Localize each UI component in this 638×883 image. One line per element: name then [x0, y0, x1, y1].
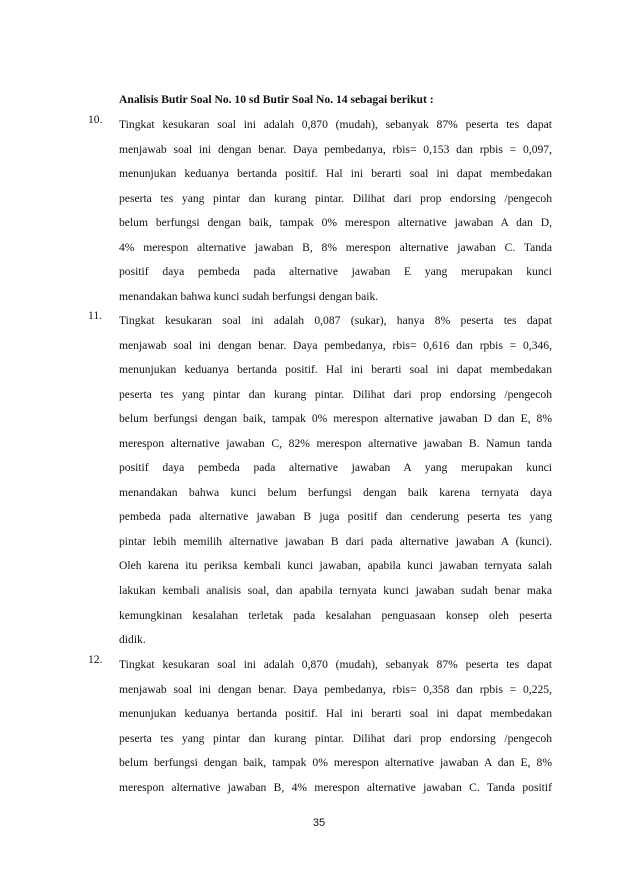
paragraph-line: belum berfungsi dengan baik, tampak 0% merespon alternative jawaban D dan E, 8%	[119, 412, 552, 426]
paragraph-line: positif daya pembeda pada alternative jawaban E yang merupakan kunci	[119, 265, 552, 279]
paragraph-line: kemungkinan kesalahan terletak pada kesalahan penguasaan konsep oleh peserta	[119, 608, 552, 622]
paragraph-line: menunjukan keduanya bertanda positif. Hal ini berarti soal ini dapat membedakan	[119, 363, 552, 377]
paragraph-line: Tingkat kesukaran soal ini adalah 0,870 (mudah), sebanyak 87% peserta tes dapat	[119, 118, 552, 131]
paragraph-line: belum berfungsi dengan baik, tampak 0% merespon alternative jawaban A dan D,	[119, 216, 552, 230]
page-number: 35	[312, 817, 326, 829]
paragraph-line: peserta tes yang pintar dan kurang pintar. Dilihat dari prop endorsing /pengecoh	[119, 387, 552, 401]
paragraph-line: menunjukan keduanya bertanda positif. Hal ini berarti soal ini dapat membedakan	[119, 167, 552, 181]
paragraph-line: Tingkat kesukaran soal ini adalah 0,087 (sukar), hanya 8% peserta tes dapat	[119, 314, 552, 327]
item-number: 12.	[88, 653, 103, 666]
item-number: 11.	[88, 309, 103, 322]
paragraph-line: pintar lebih memilih alternative jawaban B dari pada alternative jawaban A (kunci).	[119, 534, 552, 548]
paragraph-line: belum berfungsi dengan baik, tampak 0% merespon alternative jawaban A dan E, 8%	[119, 756, 552, 770]
section-heading: Analisis Butir Soal No. 10 sd Butir Soal No. 14 sebagai berikut :	[119, 93, 434, 106]
paragraph-line: Oleh karena itu periksa kembali kunci jawaban, apabila kunci jawaban ternyata salah	[119, 559, 552, 573]
paragraph-line: Tingkat kesukaran soal ini adalah 0,870 (mudah), sebanyak 87% peserta tes dapat	[119, 658, 552, 671]
item-paragraph	[119, 309, 552, 653]
item-paragraph	[119, 113, 552, 309]
paragraph-line: merespon alternative jawaban C, 82% merespon alternative jawaban B. Namun tanda	[119, 436, 552, 450]
paragraph-line: menandakan bahwa kunci belum berfungsi dengan baik karena ternyata daya	[119, 485, 552, 499]
paragraph-line: menjawab soal ini dengan benar. Daya pembedanya, rbis= 0,358 dan rpbis = 0,225,	[119, 682, 552, 696]
paragraph-line: menandakan bahwa kunci sudah berfungsi dengan baik.	[119, 289, 379, 303]
paragraph-line: menjawab soal ini dengan benar. Daya pembedanya, rbis= 0,616 dan rpbis = 0,346,	[119, 338, 552, 352]
paragraph-line: peserta tes yang pintar dan kurang pintar. Dilihat dari prop endorsing /pengecoh	[119, 191, 552, 205]
paragraph-line: peserta tes yang pintar dan kurang pintar. Dilihat dari prop endorsing /pengecoh	[119, 731, 552, 745]
paragraph-line: positif daya pembeda pada alternative jawaban A yang merupakan kunci	[119, 461, 552, 475]
item-paragraph	[119, 653, 552, 800]
paragraph-line: lakukan kembali analisis soal, dan apabila ternyata kunci jawaban sudah benar maka	[119, 584, 552, 598]
paragraph-line: didik.	[119, 633, 146, 647]
paragraph-line: menunjukan keduanya bertanda positif. Hal ini berarti soal ini dapat membedakan	[119, 707, 552, 721]
paragraph-line: pembeda pada alternative jawaban B juga positif dan cenderung peserta tes yang	[119, 510, 552, 524]
item-number: 10.	[88, 113, 103, 126]
paragraph-line: 4% merespon alternative jawaban B, 8% merespon alternative jawaban C. Tanda	[119, 240, 552, 254]
paragraph-line: menjawab soal ini dengan benar. Daya pembedanya, rbis= 0,153 dan rpbis = 0,097,	[119, 142, 552, 156]
paragraph-line: merespon alternative jawaban B, 4% merespon alternative jawaban C. Tanda positif	[119, 780, 552, 794]
